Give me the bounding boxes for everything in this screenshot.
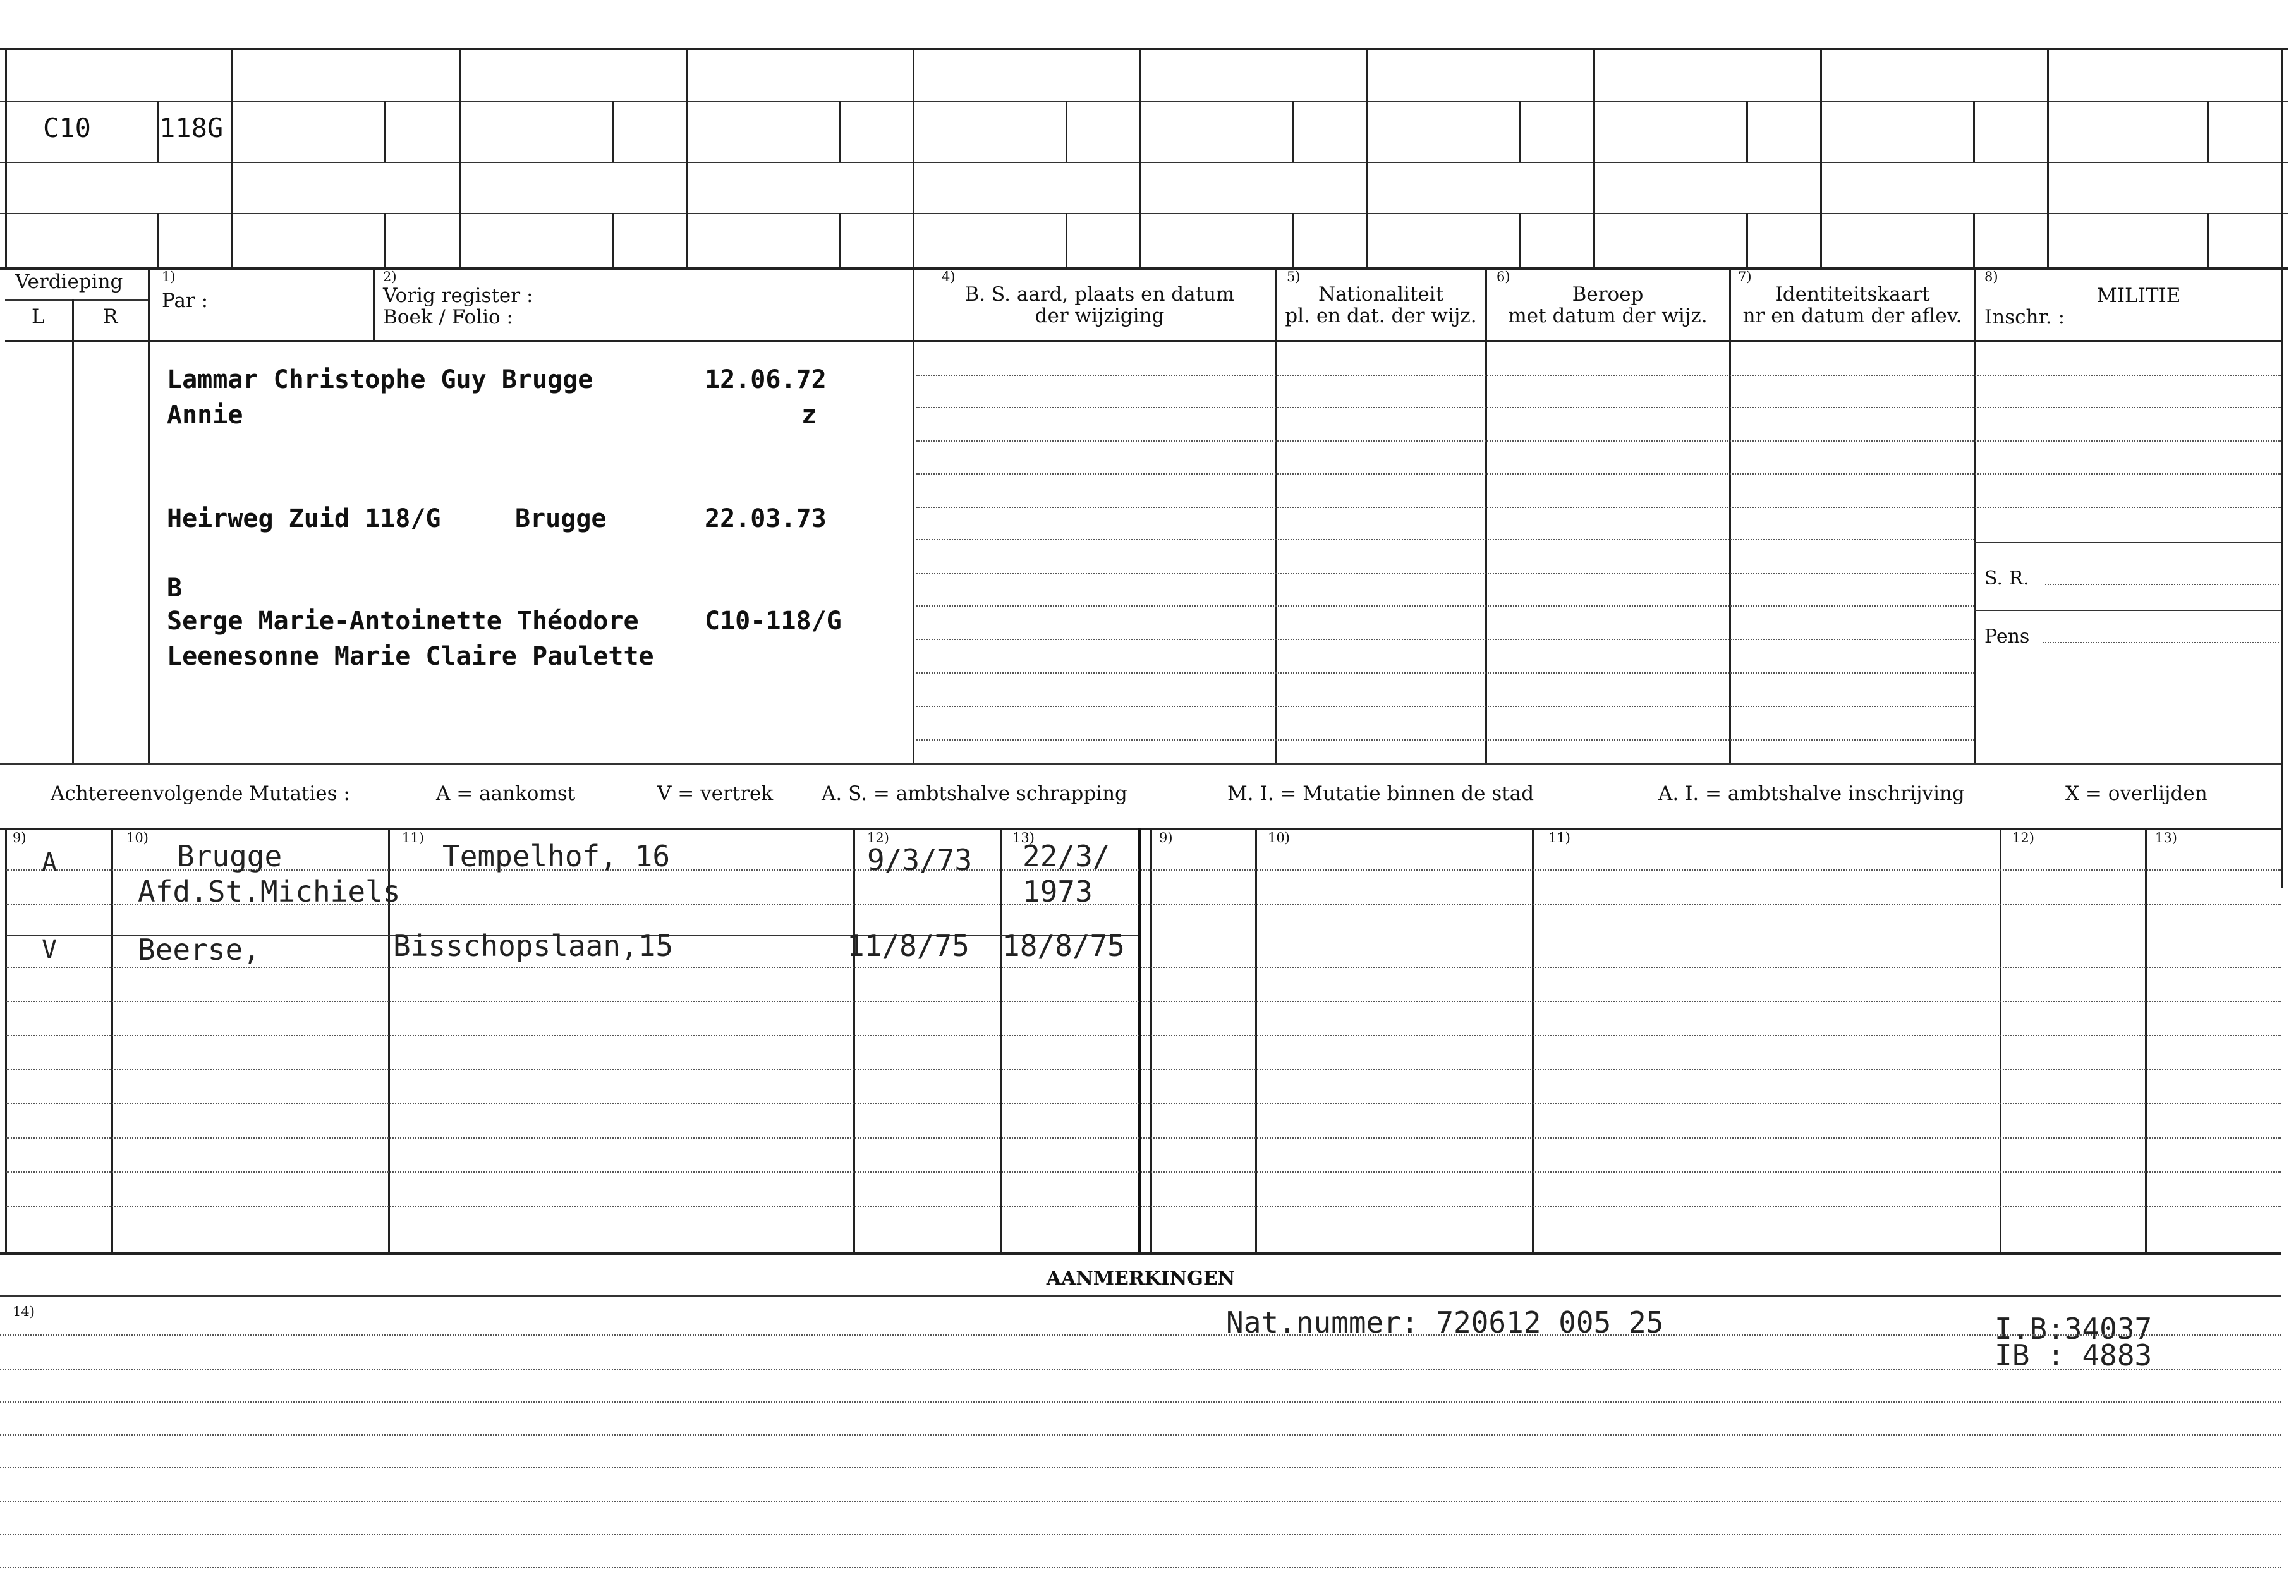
person-name: Lammar Christophe Guy Brugge: [167, 365, 593, 394]
mutation-type: V: [42, 935, 58, 964]
beroep-line1: Beroep: [1572, 283, 1644, 306]
footnote-5: 5): [1287, 269, 1301, 284]
legend-a: A = aankomst: [436, 782, 576, 805]
mutation-address: Bisschopslaan,15: [393, 929, 674, 963]
top-code-2: 118G: [159, 112, 224, 143]
inschr-label: Inschr. :: [1984, 306, 2065, 329]
footnote-4: 4): [942, 269, 956, 284]
beroep-line2: met datum der wijz.: [1508, 305, 1708, 327]
legend-mi: M. I. = Mutatie binnen de stad: [1227, 782, 1534, 805]
address-date: 22.03.73: [705, 504, 827, 533]
militie-label: MILITIE: [2097, 284, 2181, 307]
mut-col-10-right: 10): [1268, 830, 1290, 845]
bs-line1: B. S. aard, plaats en datum: [964, 283, 1235, 306]
nat-line1: Nationaliteit: [1318, 283, 1444, 306]
reference: C10-118/G: [705, 607, 842, 636]
id-line2: nr en datum der aflev.: [1742, 305, 1962, 327]
mutation-place: Brugge: [177, 839, 282, 873]
parent-1: Serge Marie-Antoinette Théodore: [167, 607, 639, 636]
nat-nummer: Nat.nummer: 720612 005 25: [1226, 1305, 1664, 1339]
nat-line2: pl. en dat. der wijz.: [1285, 305, 1477, 327]
boek-folio-label: Boek / Folio :: [383, 306, 513, 329]
ib-number-1: I.B:34037: [1995, 1312, 2153, 1346]
mutation-place: Beerse,: [138, 933, 260, 967]
pens-label: Pens: [1984, 626, 2030, 648]
mut-col-11: 11): [402, 830, 424, 845]
mutation-date-2-year: 1973: [1023, 874, 1093, 909]
bs-line2: der wijziging: [1035, 305, 1165, 327]
footnote-14: 14): [13, 1304, 35, 1319]
legend-v: V = vertrek: [657, 782, 774, 805]
legend-ai: A. I. = ambtshalve inschrijving: [1658, 782, 1965, 805]
mut-col-12-right: 12): [2012, 830, 2034, 845]
marker-b: B: [167, 574, 183, 603]
col-r-label: R: [103, 305, 118, 328]
mutation-date-2: 22/3/: [1023, 839, 1110, 873]
mutation-place-2: Afd.St.Michiels: [138, 874, 401, 909]
footnote-8: 8): [1984, 269, 1998, 284]
mut-col-10: 10): [126, 830, 149, 845]
legend-x: X = overlijden: [2065, 782, 2208, 805]
mut-col-13-right: 13): [2155, 830, 2177, 845]
footnote-7: 7): [1738, 269, 1752, 284]
sr-label: S. R.: [1984, 567, 2029, 589]
legend-as: A. S. = ambtshalve schrapping: [822, 782, 1127, 805]
footnote-1: 1): [162, 269, 176, 284]
footnote-2: 2): [383, 269, 397, 284]
mut-col-12: 12): [867, 830, 889, 845]
mut-col-11-right: 11): [1548, 830, 1570, 845]
top-code-1: C10: [43, 112, 91, 143]
remarks-title: AANMERKINGEN: [1046, 1267, 1236, 1290]
mutation-date-2: 18/8/75: [1002, 929, 1125, 963]
footnote-6: 6): [1497, 269, 1510, 284]
mut-col-13: 13): [1012, 830, 1035, 845]
id-line1: Identiteitskaart: [1775, 283, 1930, 306]
mutation-date-1: 9/3/73: [867, 843, 973, 877]
mutations-title: Achtereenvolgende Mutaties :: [51, 782, 350, 805]
birth-date: 12.06.72: [705, 365, 827, 394]
mutation-type: A: [42, 848, 58, 877]
verdieping-label: Verdieping: [15, 270, 123, 293]
address-city: Brugge: [515, 504, 607, 533]
mut-col-9: 9): [13, 830, 27, 845]
ib-number-2: IB : 4883: [1995, 1338, 2153, 1372]
col-l-label: L: [32, 305, 45, 328]
par-label: Par :: [162, 289, 209, 312]
address: Heirweg Zuid 118/G: [167, 504, 441, 533]
first-name: Annie: [167, 401, 243, 430]
parent-2: Leenesonne Marie Claire Paulette: [167, 642, 654, 671]
vorig-register-label: Vorig register :: [383, 284, 533, 307]
mutation-address: Tempelhof, 16: [442, 839, 671, 873]
gender: z: [801, 401, 817, 430]
mutation-date-1: 11/8/75: [847, 929, 969, 963]
mut-col-9-right: 9): [1159, 830, 1173, 845]
